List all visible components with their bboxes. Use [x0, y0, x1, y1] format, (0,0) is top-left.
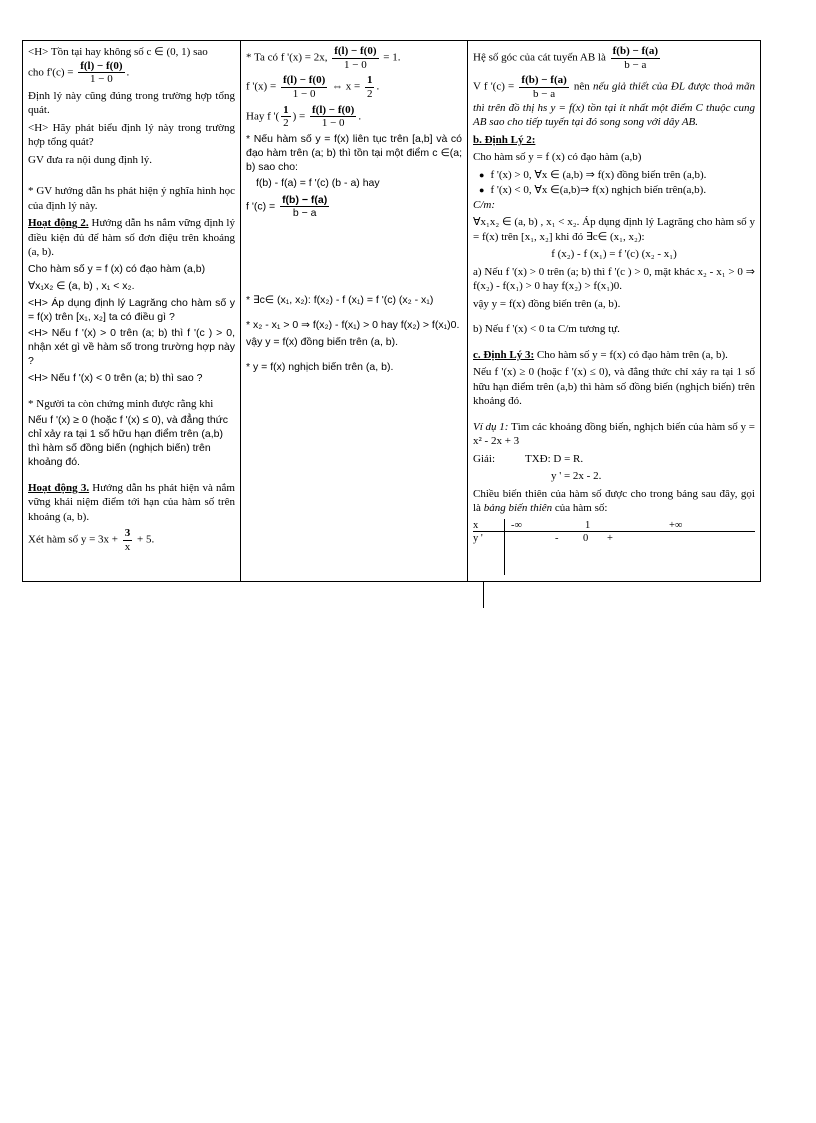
fraction	[365, 74, 375, 100]
activity-3-label: Hoạt động 3.	[28, 481, 90, 494]
question-4: <H> Nếu f '(x) > 0 trên (a; b) thì f '(c ) > 0, nhận xét gì về hàm số trong trường hợp này ?	[28, 327, 235, 368]
fraction	[281, 104, 291, 130]
paragraph: Cho hàm số y = f (x) có đạo hàm (a,b)	[28, 262, 206, 275]
text: nếu giả thiết của ĐL được thoả mãn thì trên đồ thị hs y = f(x) tồn tại ít nhất một điểm C thuộc cung AB sao cho tiếp tuyến tại đó song song với dây AB.	[473, 80, 755, 129]
text: Hay f '(	[246, 110, 280, 123]
secant-slope	[473, 45, 755, 71]
fraction	[611, 45, 660, 71]
variation-table	[473, 519, 755, 543]
fraction-numerator: f(b) − f(a)	[612, 45, 659, 57]
function-text: + 5.	[137, 534, 155, 546]
fraction-numerator: f(l) − f(0)	[334, 45, 377, 57]
variation-intro	[473, 487, 755, 516]
table-cell: 1	[585, 519, 591, 531]
fraction-denominator: 1 − 0	[344, 58, 367, 71]
paragraph: Định lý này cũng đúng trong trường hợp tổng quát.	[28, 89, 235, 117]
lesson-table	[22, 40, 761, 582]
table-cell: +∞	[669, 519, 683, 531]
fraction-numerator: 1	[283, 103, 289, 116]
fraction-denominator: b − a	[624, 58, 647, 71]
table-cell: +	[607, 532, 613, 544]
domain-text: TXĐ: D = R.	[525, 452, 584, 465]
fraction-numerator: f(l) − f(0)	[80, 59, 123, 72]
content-column	[468, 41, 760, 581]
fraction-denominator: 1 − 0	[321, 117, 345, 130]
theorem-3-title: c. Định Lý 3:	[473, 348, 535, 361]
answer-decreasing: * y = f(x) nghịch biến trên (a, b).	[246, 360, 394, 373]
fraction-numerator: f(l) − f(0)	[282, 74, 326, 87]
fraction-numerator: 3	[124, 527, 131, 540]
question-1-line-b: cho f'(c) =	[28, 66, 74, 79]
punct: .	[126, 66, 130, 79]
fraction	[123, 527, 133, 553]
question-5: <H> Nếu f '(x) < 0 trên (a; b) thì sao ?	[28, 371, 203, 384]
proof-text: ∀x₁x₂ ∈ (a, b) , x₁ < x₂. Áp dụng định lý Lagrăng cho hàm số y = f(x) trên [x₁, x₂] khi đó ∃c∈ (x₁, x₂):	[473, 216, 755, 243]
fraction-denominator: b − a	[292, 207, 317, 220]
proof-label: C/m:	[473, 198, 495, 211]
fraction-denominator: 1 − 0	[90, 73, 113, 86]
paragraph: * GV hướng dẫn hs phát hiện ý nghĩa hình học của định lý này.	[28, 185, 235, 212]
answer-increasing: * x₂ - x₁ > 0 ⇒ f(x₂) - f(x₁) > 0 hay f(x₂) > f(x₁)0.	[246, 319, 460, 332]
text: ) =	[292, 110, 306, 123]
geometric-meaning	[473, 74, 755, 129]
theorem-2-text: Cho hàm số y = f (x) có đạo hàm (a,b)	[473, 151, 642, 164]
text: Hệ số góc của cát tuyến AB là	[473, 51, 606, 64]
text: nên	[570, 80, 593, 93]
example-1	[473, 420, 755, 449]
bullet-text: f '(x) < 0, ∀x ∈(a,b)⇒ f(x) nghịch biến trên(a,b).	[490, 183, 707, 196]
question-1	[28, 45, 235, 86]
text: * Ta có f '(x) = 2x,	[246, 51, 328, 64]
answer-conclusion: vậy y = f(x) đồng biến trên (a, b).	[246, 336, 399, 349]
table-row-yprime	[473, 532, 755, 544]
text: f '(x) =	[246, 80, 277, 93]
fraction-denominator: x	[124, 540, 131, 553]
proof-conclusion: vậy y = f(x) đồng biến trên (a, b).	[473, 297, 621, 310]
activity-2-label: Hoạt động 2.	[28, 217, 89, 230]
punct: .	[376, 80, 380, 93]
table-row-x	[473, 519, 755, 531]
table-cell: -∞	[511, 519, 522, 531]
fraction	[519, 74, 568, 100]
activity-2-text: Hướng dẫn hs nắm vững định lý điều kiện đủ để hàm số đơn điệu trên khoảng (a, b).	[28, 217, 235, 259]
student-activity-column	[241, 41, 468, 581]
text: của hàm số:	[552, 502, 608, 515]
bullet-text: f '(x) > 0, ∀x ∈ (a,b) ⇒ f(x) đồng biến trên (a,b).	[490, 168, 707, 181]
table-cell: x	[473, 519, 479, 531]
fraction-numerator: 1	[366, 74, 373, 87]
teacher-activity-column	[23, 41, 241, 581]
solution-line	[473, 452, 755, 467]
fraction	[281, 74, 327, 100]
fraction-denominator: 1 − 0	[292, 87, 316, 100]
answer-line-2	[246, 74, 462, 100]
paragraph: GV đưa ra nội dung định lý.	[28, 153, 152, 166]
answer-line-3	[246, 104, 462, 130]
solution-label: Giải:	[473, 452, 495, 465]
table-cell: -	[555, 532, 559, 544]
fraction-denominator: 2	[366, 87, 373, 100]
fraction-numerator: f(b) − f(a)	[282, 194, 328, 207]
table-cell: 0	[583, 532, 589, 544]
note-text: Nếu f '(x) ≥ 0 (hoặc f '(x) ≤ 0), và đẳng thức chỉ xảy ra tại 1 số hữu hạn điểm trên (a,b) thì hàm số đồng biến (nghịch biến) trên khoảng đó.	[28, 414, 228, 468]
bullet-item: ● f '(x) < 0, ∀x ∈(a,b)⇒ f(x) nghịch biến trên(a,b).	[479, 183, 707, 196]
theorem-3-statement: Nếu f '(x) ≥ 0 (hoặc f '(x) ≤ 0), và đẳng thức chỉ xảy ra tại 1 số hữu hạn điểm trên (a,b) thì hàm số đồng biến (nghịch biến) trên khoảng đó.	[473, 366, 755, 408]
fraction	[78, 60, 124, 86]
text: Chiều biến thiên của hàm số được cho trong bảng sau đây, gọi là	[473, 487, 755, 515]
example-text: Tìm các khoảng đồng biến, nghịch biến của hàm số y = x² - 2x + 3	[473, 420, 755, 448]
answer-line-1	[246, 45, 462, 71]
fraction-numerator: f(l) − f(0)	[312, 103, 355, 116]
text: bảng biến thiên	[483, 502, 553, 515]
punct: .	[358, 110, 362, 123]
question-3: <H> Áp dụng định lý Lagrăng cho hàm số y = f(x) trên [x₁, x₂] ta có điều gì ?	[28, 296, 235, 323]
note-line: * Người ta còn chứng minh được rằng khi	[28, 397, 214, 410]
proof-formula: f (x₂) - f (x₁) = f '(c) (x₂ - x₁)	[551, 248, 677, 261]
activity-2	[28, 216, 235, 260]
activity-3	[28, 481, 235, 525]
table-cell: y '	[473, 532, 483, 544]
proof-case-b: b) Nếu f '(x) < 0 ta C/m tương tự.	[473, 323, 620, 336]
text: V f '(c) =	[473, 80, 515, 93]
theorem-2-title: b. Định Lý 2:	[473, 133, 536, 146]
derivative-text: y ' = 2x - 2.	[551, 470, 602, 483]
formula-fraction	[246, 194, 462, 219]
theorem-3-text: Cho hàm số y = f(x) có đạo hàm trên (a, b).	[534, 348, 728, 361]
question-2: <H> Hãy phát biểu định lý này trong trường hợp tổng quát?	[28, 121, 235, 149]
fraction-denominator: b − a	[533, 87, 556, 100]
fraction	[332, 45, 378, 71]
text: f '(c) =	[246, 200, 276, 213]
text: = 1.	[383, 51, 401, 64]
bullet-item: ● f '(x) > 0, ∀x ∈ (a,b) ⇒ f(x) đồng biến trên (a,b).	[479, 168, 707, 181]
answer-lagrange: * ∃c∈ (x₁, x₂): f(x₂) - f (x₁) = f '(c) (x₂ - x₁)	[246, 294, 434, 307]
formula: f(b) - f(a) = f '(c) (b - a) hay	[256, 177, 380, 190]
example-label: Ví dụ 1:	[473, 420, 509, 433]
paragraph: ∀x₁x₂ ∈ (a, b) , x₁ < x₂.	[28, 279, 135, 292]
function-example	[28, 527, 235, 553]
theorem-statement: * Nếu hàm số y = f(x) liên tục trên [a,b] và có đạo hàm trên (a; b) thì tồn tại một điểm c ∈(a; b) sao cho:	[246, 132, 462, 173]
activity-3-text: Hướng dẫn hs phát hiện và nắm vững khái niệm điểm tới hạn của hàm số trên khoảng (a, b).	[28, 481, 235, 523]
fraction-denominator: 2	[283, 117, 289, 130]
text: ⇔ x =	[332, 80, 361, 93]
fraction-numerator: f(b) − f(a)	[521, 74, 567, 87]
theorem-3	[473, 348, 755, 363]
proof-case-a: a) Nếu f '(x) > 0 trên (a; b) thì f '(c ) > 0, mặt khác x₂ - x₁ > 0 ⇒ f(x₂) - f(x₁) > 0 hay f(x₂) > f(x₁)0.	[473, 265, 755, 293]
fraction	[310, 104, 356, 130]
table-divider-extension	[483, 582, 484, 608]
fraction	[280, 194, 329, 219]
function-text: Xét hàm số y = 3x +	[28, 534, 119, 546]
question-1-line-a: <H> Tồn tại hay không số c ∈ (0, 1) sao	[28, 46, 208, 58]
